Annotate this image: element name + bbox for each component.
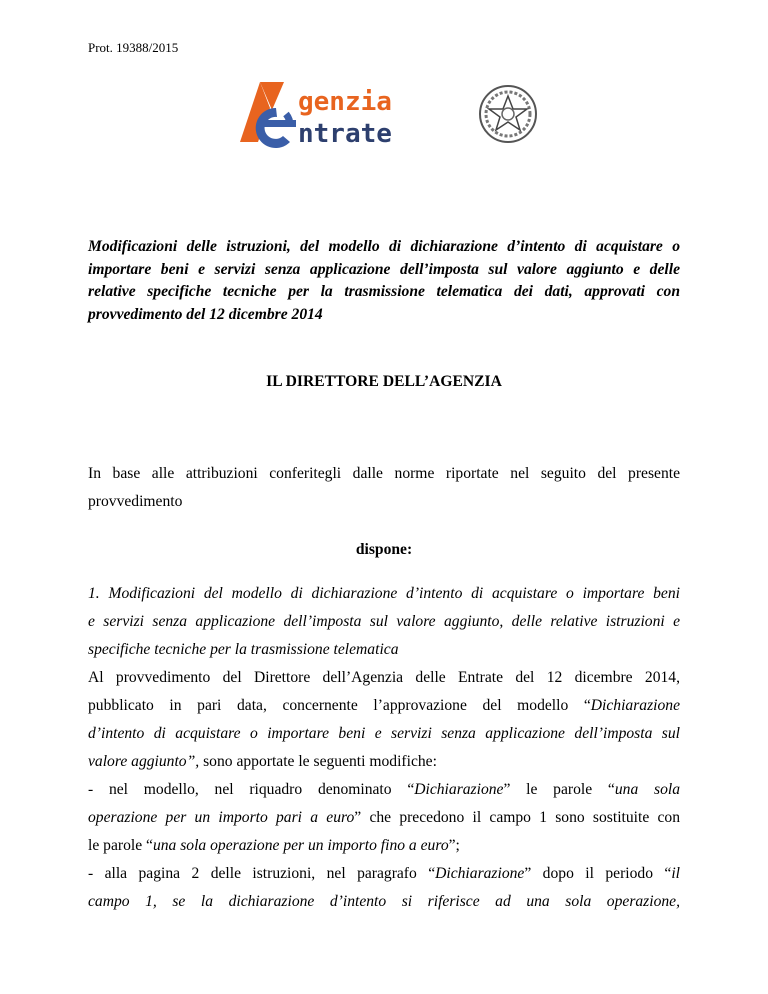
body-line-2: pubblicato in pari data, concernente l’approvazione del modello “Dichiarazione xyxy=(88,697,680,714)
intro-line-1: In base alle attribuzioni conferitegli dalle norme riportate nel seguito del presente xyxy=(88,465,680,482)
italian-republic-emblem-icon xyxy=(480,86,536,142)
logo-line1: genzia xyxy=(298,87,392,117)
section-heading: IL DIRETTORE DELL’AGENZIA xyxy=(266,373,502,390)
protocol-number: Prot. 19388/2015 xyxy=(88,40,179,55)
dispone-heading: dispone: xyxy=(355,541,413,558)
body-line-5: - nel modello, nel riquadro denominato “Dichiarazione” le parole “una sola xyxy=(88,781,680,798)
logo-line2: ntrate xyxy=(298,119,392,149)
section-1 xyxy=(88,580,680,916)
section-1-heading-line-2: e servizi senza applicazione dell’imposta sul valore aggiunto, delle relative istruzioni e xyxy=(88,613,680,630)
body-line-6: operazione per un importo pari a euro” che precedono il campo 1 sono sostituite con xyxy=(88,809,680,826)
title-line-2: importare beni e servizi senza applicazione dell’imposta sul valore aggiunto e delle xyxy=(88,260,680,278)
title-line-4: provvedimento del 12 dicembre 2014 xyxy=(88,305,323,323)
intro-paragraph xyxy=(88,460,680,516)
document-title xyxy=(88,236,680,326)
body-line-1: Al provvedimento del Direttore dell’Agenzia delle Entrate del 12 dicembre 2014, xyxy=(88,669,680,686)
body-line-9: campo 1, se la dichiarazione d’intento si riferisce ad una sola operazione, xyxy=(88,893,680,910)
body-line-8: - alla pagina 2 delle istruzioni, nel paragrafo “Dichiarazione” dopo il periodo “il xyxy=(88,865,680,882)
title-line-3: relative specifiche tecniche per la trasmissione telematica dei dati, approvati con xyxy=(88,283,680,300)
body-line-4: valore aggiunto”, sono apportate le seguenti modifiche: xyxy=(88,753,437,770)
body-line-7: le parole “una sola operazione per un importo fino a euro”; xyxy=(88,837,460,854)
section-1-heading-line-3: specifiche tecniche per la trasmissione telematica xyxy=(88,641,399,658)
section-1-heading-line-1: 1. Modificazioni del modello di dichiarazione d’intento di acquistare o importare beni xyxy=(88,585,680,602)
agenzia-entrate-logo xyxy=(232,80,542,150)
body-line-3: d’intento di acquistare o importare beni e servizi senza applicazione dell’imposta sul xyxy=(88,725,680,742)
intro-line-2: provvedimento xyxy=(88,493,183,510)
title-line-1: Modificazioni delle istruzioni, del modello di dichiarazione d’intento di acquistare o xyxy=(88,238,680,255)
